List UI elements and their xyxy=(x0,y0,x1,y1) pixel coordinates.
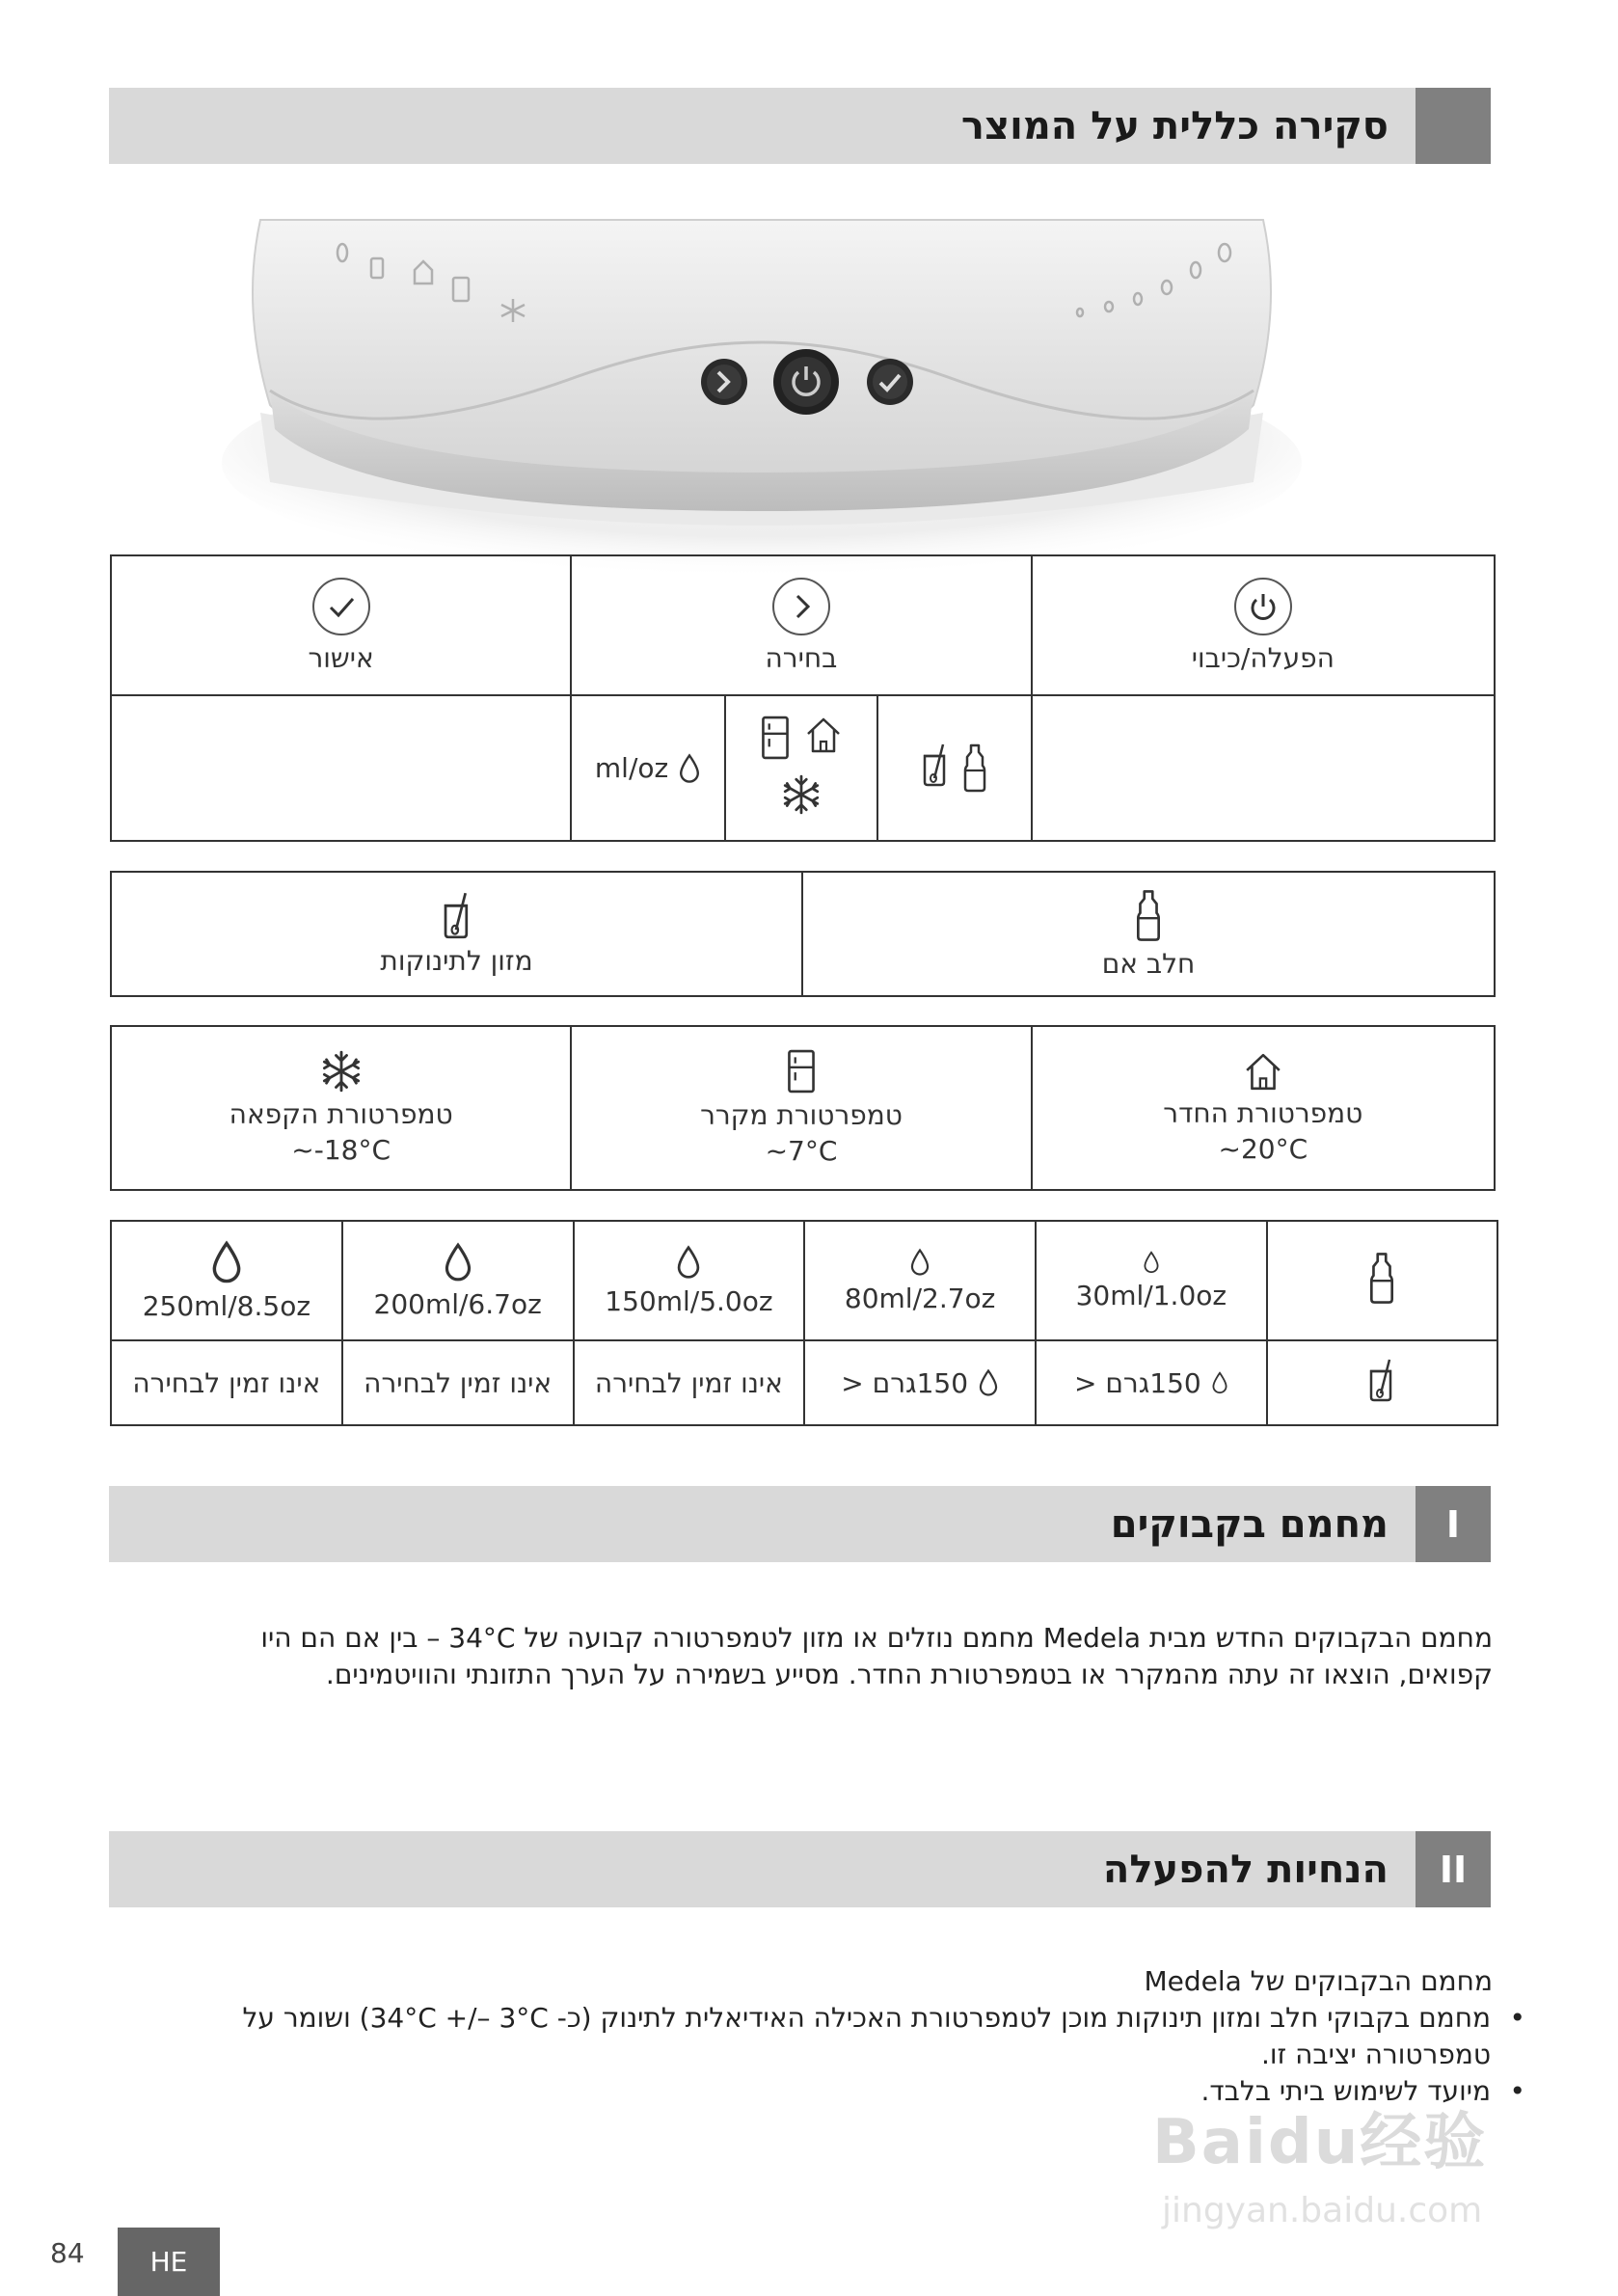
baby-food-jar-icon xyxy=(920,743,951,787)
bottle-icon xyxy=(960,743,989,793)
food-volume-cell xyxy=(574,1340,805,1425)
food-amount-label: 150גרם < xyxy=(1073,1366,1201,1399)
volume-value: 80ml/2.7oz xyxy=(844,1282,996,1314)
overview-header xyxy=(109,88,1491,164)
food-amount-label: 150גרם < xyxy=(841,1366,969,1399)
bullet1-line2: טמפרטורה יציבה זו. xyxy=(1261,2039,1491,2070)
freeze-temperature-value: ~-18°C xyxy=(291,1134,391,1166)
drop-icon xyxy=(1211,1371,1228,1394)
section1-line1: מחמם הבקבוקים החדש מבית Medela מחמם נוזלים או מזון לטמפרטורה קבועה של 34°C – בין אם הם היו xyxy=(260,1622,1493,1654)
food-volume-cell xyxy=(804,1340,1036,1425)
volume-table xyxy=(110,1220,1498,1426)
baby-food-cell xyxy=(111,872,802,996)
room-temperature-value: ~20°C xyxy=(1218,1133,1308,1165)
not-available-label: אינו זמין לבחירה xyxy=(594,1366,783,1399)
fridge-temperature-label: טמפרטורת מקרר xyxy=(700,1099,903,1131)
empty-cell xyxy=(111,695,571,841)
fridge-temperature-cell xyxy=(571,1026,1031,1190)
not-available-label: אינו זמין לבחירה xyxy=(364,1366,553,1399)
select-cell xyxy=(571,555,1032,695)
food-volume-cell xyxy=(342,1340,574,1425)
food-mode-cell xyxy=(877,695,1032,841)
confirm-label: אישור xyxy=(308,642,374,674)
volume-value: 150ml/5.0oz xyxy=(605,1284,773,1317)
bottle-icon xyxy=(1366,1251,1397,1305)
milk-volume-80 xyxy=(804,1221,1036,1340)
controls-table xyxy=(110,554,1496,842)
freeze-temperature-cell xyxy=(111,1026,571,1190)
drop-icon xyxy=(443,1242,473,1283)
header-marker xyxy=(1416,88,1491,164)
house-icon xyxy=(1243,1051,1283,1092)
chevron-right-icon xyxy=(771,577,831,636)
section1-paragraph xyxy=(123,1620,1493,1693)
power-icon xyxy=(1233,577,1293,636)
snowflake-icon xyxy=(781,774,822,815)
temperature-table xyxy=(110,1025,1496,1191)
volume-cell xyxy=(571,695,725,841)
drop-icon xyxy=(678,753,701,784)
watermark-brand: Baidu经验 xyxy=(1152,2107,1488,2178)
milk-volume-150 xyxy=(574,1221,805,1340)
watermark xyxy=(1152,2093,1538,2256)
food-row-header xyxy=(1267,1340,1497,1425)
section1-number: I xyxy=(1416,1486,1491,1562)
drop-icon xyxy=(909,1248,930,1277)
bottle-icon xyxy=(1133,888,1164,942)
confirm-cell xyxy=(111,555,571,695)
milk-volume-200 xyxy=(342,1221,574,1340)
section2-title: הנחיות להפעלה xyxy=(1102,1847,1389,1892)
house-icon xyxy=(804,716,843,754)
fridge-icon xyxy=(760,716,791,760)
drop-icon xyxy=(1143,1251,1160,1274)
bullet1-line1: • מחמם בקבוקי חלב ומזון תינוקות מוכן לטמפרטורת האכילה האידיאלית לתינוק (כ- 34°C +/– 3°C) ושומר על xyxy=(242,2002,1491,2034)
freeze-temperature-label: טמפרטורת הקפאה xyxy=(229,1098,453,1130)
fridge-icon xyxy=(786,1049,817,1094)
volume-unit-label: ml/oz xyxy=(594,752,669,784)
empty-cell xyxy=(1032,695,1495,841)
select-label: בחירה xyxy=(765,642,838,674)
milk-row-header xyxy=(1267,1221,1497,1340)
food-volume-cell xyxy=(1036,1340,1267,1425)
snowflake-icon xyxy=(320,1050,363,1093)
temperature-mode-cell xyxy=(725,695,877,841)
food-volume-cell xyxy=(111,1340,342,1425)
section1-line2: קפואים, הוצאו זה עתה מהמקרר או בטמפרטורת החדר. מסייע בשמירה על הערך התזונתי והוויטמינים. xyxy=(325,1659,1493,1690)
page-number: 84 xyxy=(50,2237,85,2269)
section2-number: II xyxy=(1416,1831,1491,1907)
room-temperature-cell xyxy=(1032,1026,1495,1190)
baby-food-jar-icon xyxy=(441,891,473,939)
power-label: הפעלה/כיבוי xyxy=(1191,642,1335,674)
section1-header xyxy=(109,1486,1491,1562)
not-available-label: אינו זמין לבחירה xyxy=(132,1366,321,1399)
milk-volume-30 xyxy=(1036,1221,1267,1340)
breast-milk-label: חלב אם xyxy=(1101,948,1196,980)
fridge-temperature-value: ~7°C xyxy=(765,1135,838,1167)
milk-volume-250 xyxy=(111,1221,342,1340)
power-cell xyxy=(1032,555,1495,695)
section1-title: מחמם בקבוקים xyxy=(1110,1501,1389,1547)
drop-icon xyxy=(978,1368,999,1397)
drop-icon xyxy=(675,1245,702,1280)
food-type-table xyxy=(110,871,1496,997)
section2-bullet1 xyxy=(141,2000,1491,2073)
section2-intro: מחמם הבקבוקים של Medela xyxy=(1144,1965,1493,1997)
watermark-url: jingyan.baidu.com xyxy=(1162,2191,1483,2230)
language-code: HE xyxy=(149,2246,188,2278)
product-illustration xyxy=(174,193,1350,550)
section2-header xyxy=(109,1831,1491,1907)
bullet2-text: • מיועד לשימוש ביתי בלבד. xyxy=(1200,2075,1491,2107)
check-icon xyxy=(311,577,371,636)
breast-milk-cell xyxy=(802,872,1495,996)
volume-value: 250ml/8.5oz xyxy=(142,1289,311,1322)
volume-value: 200ml/6.7oz xyxy=(373,1287,542,1320)
drop-icon xyxy=(209,1240,244,1284)
baby-food-jar-icon xyxy=(1366,1358,1397,1402)
language-tab xyxy=(118,2228,220,2296)
room-temperature-label: טמפרטורת החדר xyxy=(1163,1097,1363,1129)
overview-title: סקירה כללית על המוצר xyxy=(960,103,1389,149)
volume-value: 30ml/1.0oz xyxy=(1075,1279,1227,1311)
baby-food-label: מזון לתינוקות xyxy=(380,945,533,977)
